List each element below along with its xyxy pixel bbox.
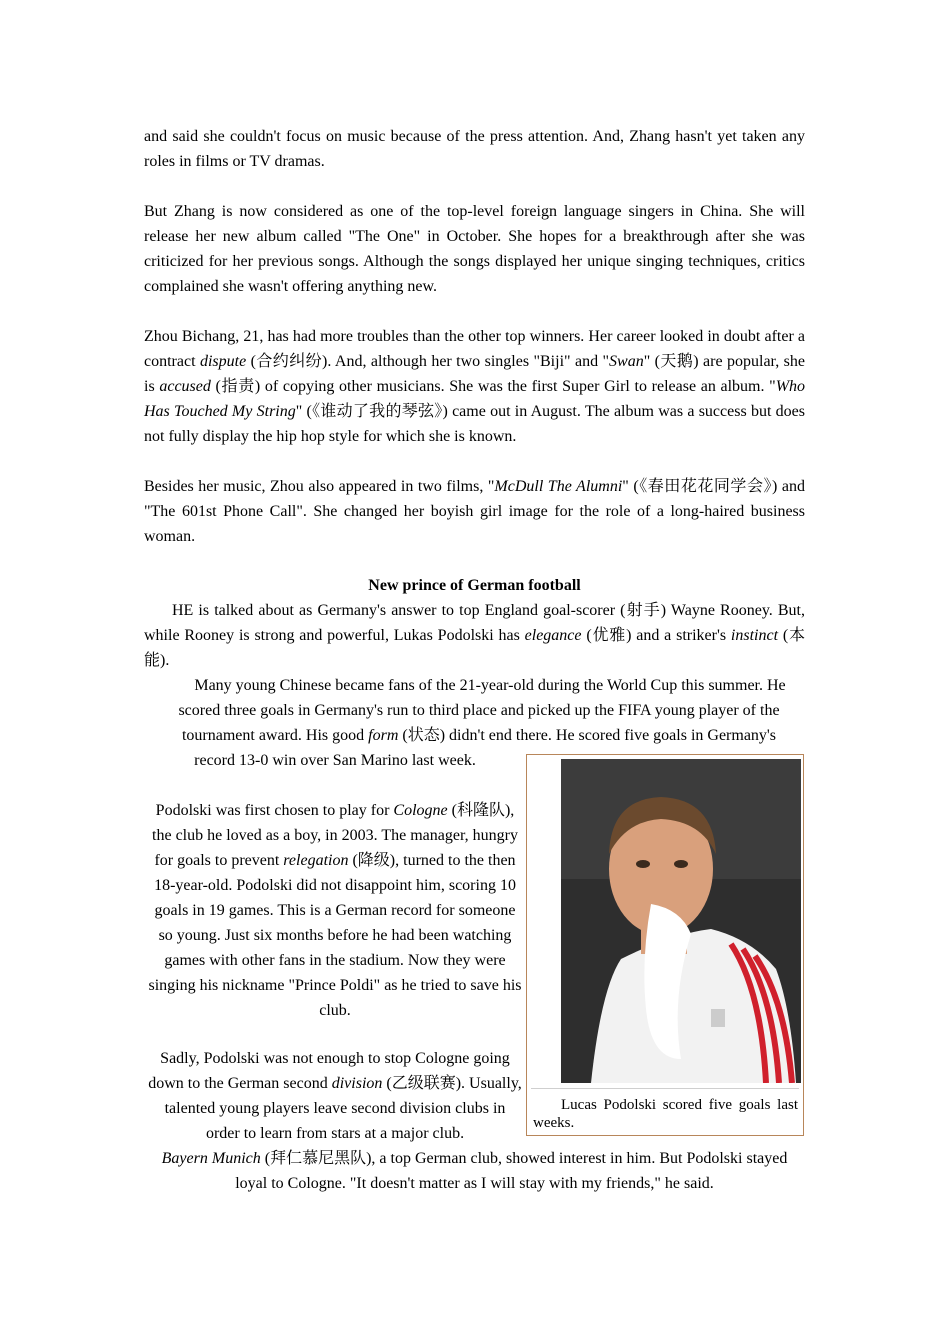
italic-term: accused [159,378,211,395]
paragraph-bayern [144,1146,805,1196]
text-run: Podolski was first chosen to play for [155,802,394,819]
text-run: Sadly, Podolski was not enough to stop Cologne going down to the German second [148,1050,510,1092]
paragraph-cologne [148,798,522,1023]
text-run: (本能). [144,627,805,669]
italic-term: dispute [199,353,247,370]
text-run: " (《谁动了我的琴弦》) came out in August. The album was a success but does not fully display the hip hop style for which she is known. [144,403,805,445]
paragraph-zhang-album [144,199,805,299]
text-run: " (《春田花花同学会》) and "The 601st Phone Call". She changed her boyish girl image for the role of a long-haired business woman. [144,478,805,545]
paragraph-relegation [148,1046,522,1146]
italic-term: Swan [609,353,644,370]
text-run: Many young Chinese became fans of the 21-year-old during the World Cup this summer. He scored three goals in Germany's run to third place and picked up the FIFA young player of the tournament award. His good [178,677,786,744]
paragraph-zhou-films [144,474,805,549]
italic-term: Cologne [393,802,448,819]
shirt-badge [711,1009,725,1027]
italic-term: Who Has Touched My String [144,378,806,420]
photo-caption: Lucas Podolski scored five goals last weeks. [533,1097,798,1131]
text-run: (乙级联赛). Usually, talented young players leave second division clubs in order to learn from stars at a major club. [164,1075,522,1142]
italic-term: instinct [730,627,779,644]
text-run: (拜仁慕尼黑队), a top German club, showed interest in him. But Podolski stayed loyal to Cologne. "It doesn't matter as I will stay with my friends," he said. [235,1150,788,1192]
player-photo [561,759,801,1083]
italic-term: division [331,1075,383,1092]
paragraph-podolski-intro [144,598,805,673]
text-run: (优雅) and a striker's [581,627,731,644]
text-run: (降级), turned to the then 18-year-old. Podolski did not disappoint him, scoring 10 goals in 19 games. This is a German record for someone so young. Just six months before he had been watching games with other fans in the stadium. Now they were singing his nickname "Prince Poldi" as he tried to save his club. [148,852,522,1019]
paragraph-world-cup [156,673,802,748]
text-run: (指责) of copying other musicians. She was the first Super Girl to release an album. " [210,378,776,395]
text-run: (科隆队), the club he loved as a boy, in 2003. The manager, hungry for goals to prevent [152,802,518,869]
text-run: (合约纠纷). And, although her two singles "Biji" and " [246,353,610,370]
italic-term: elegance [524,627,582,644]
photo-figure [526,754,804,1136]
text-run: " (天鹅) are popular, she is [144,353,805,395]
paragraph-text: But Zhang is now considered as one of the top-level foreign language singers in China. She will release her new album called "The One" in October. She hopes for a breakthrough after she was criticized for her previous songs. Although the songs displayed her unique singing techniques, critics complained she wasn't offering anything new. [144,203,805,295]
text-run: (状态) didn't end there. He scored five goals in Germany's [398,727,777,744]
figure-divider [531,1088,799,1089]
paragraph-zhang-press [144,124,805,174]
italic-term: form [368,727,399,744]
text-run: Zhou Bichang, 21, has had more troubles than the other top winners. Her career looked in doubt after a contract [144,328,805,370]
paragraph-world-cup-end [148,748,522,773]
eye-shape [674,860,688,868]
italic-term: Bayern Munich [161,1150,261,1167]
text-run: Besides her music, Zhou also appeared in two films, " [144,478,495,495]
article-heading: New prince of German football [368,577,581,594]
paragraph-text: and said she couldn't focus on music because of the press attention. And, Zhang hasn't yet taken any roles in films or TV dramas. [144,128,805,170]
paragraph-zhou-troubles [144,324,805,449]
italic-term: relegation [283,852,349,869]
eye-shape [636,860,650,868]
italic-term: McDull The Alumni [494,478,623,495]
text-run: HE is talked about as Germany's answer to top England goal-scorer (射手) Wayne Rooney. But, while Rooney is strong and powerful, Lukas Podolski has [144,602,805,644]
text-run: record 13-0 win over San Marino last week. [194,752,476,769]
